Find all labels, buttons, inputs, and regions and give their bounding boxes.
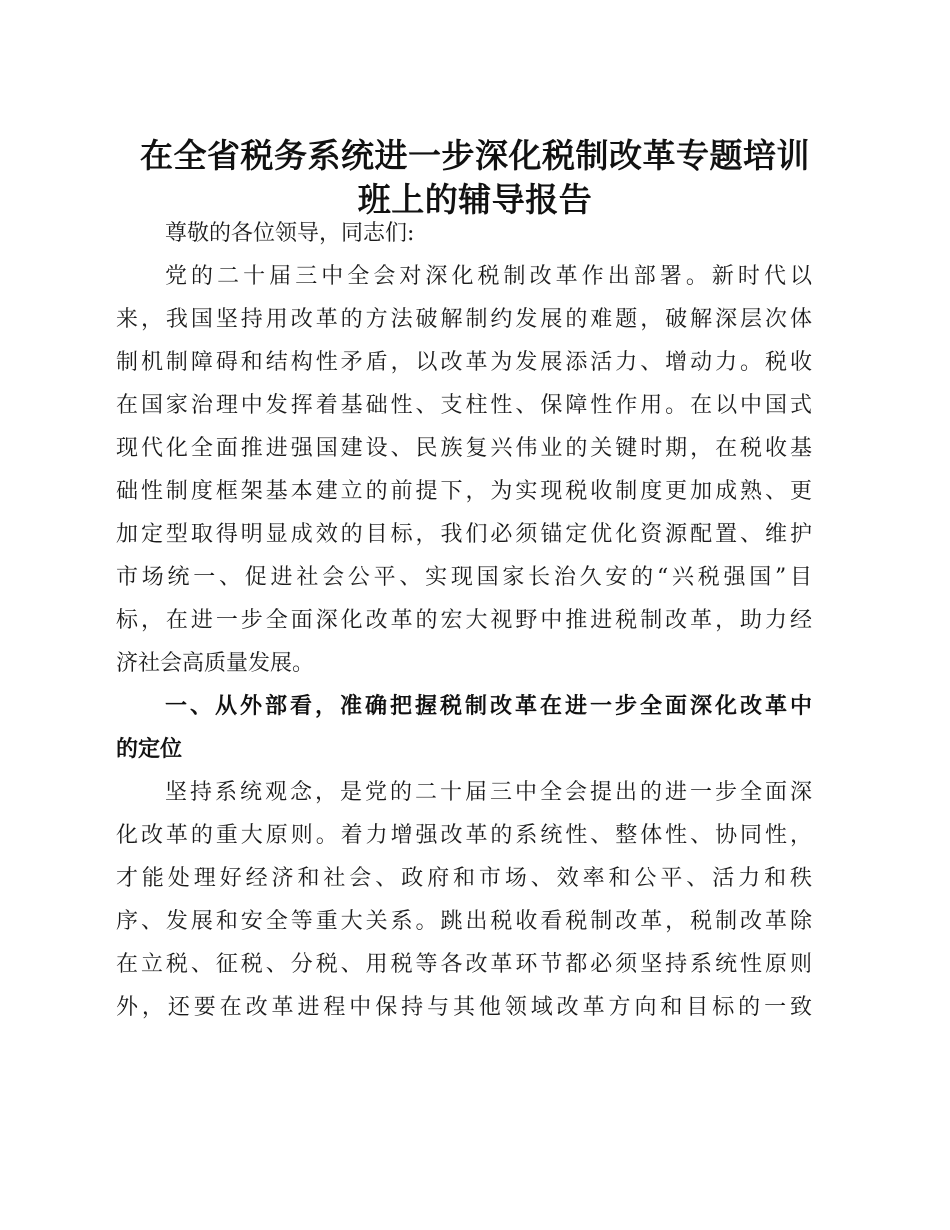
paragraph-line: 制机制障碍和结构性矛盾，以改革为发展添活力、增动力。税收 [116,350,812,375]
paragraph-line: 来，我国坚持用改革的方法破解制约发展的难题，破解深层次体 [116,307,812,332]
paragraph-line: 党的二十届三中全会对深化税制改革作出部署。新时代以 [165,264,812,289]
paragraph-line: 外，还要在改革进程中保持与其他领域改革方向和目标的一致 [116,995,812,1020]
paragraph-line: 加定型取得明显成效的目标，我们必须锚定优化资源配置、维护 [116,522,812,547]
paragraph-line: 在立税、征税、分税、用税等各改革环节都必须坚持系统性原则 [116,952,812,977]
heading-line: 一、从外部看，准确把握税制改革在进一步全面深化改革中 [165,694,812,719]
paragraph-line: 础性制度框架基本建立的前提下，为实现税收制度更加成熟、更 [116,479,812,504]
title-line: 在全省税务系统进一步深化税制改革专题培训 [140,136,810,175]
paragraph-line: 在国家治理中发挥着基础性、支柱性、保障性作用。在以中国式 [116,393,812,418]
salutation: 尊敬的各位领导，同志们: [165,221,415,246]
title-line: 班上的辅导报告 [357,180,593,219]
document-body [116,212,812,1029]
paragraph-1 [116,255,812,685]
paragraph-line: 市场统一、促进社会公平、实现国家长治久安的“兴税强国”目 [116,565,812,590]
document-title [100,134,850,222]
paragraph-line: 化改革的重大原则。着力增强改革的系统性、整体性、协同性， [116,823,812,848]
paragraph-line: 标，在进一步全面深化改革的宏大视野中推进税制改革，助力经 [116,608,812,633]
paragraph-line: 现代化全面推进强国建设、民族复兴伟业的关键时期，在税收基 [116,436,812,461]
paragraph-line: 坚持系统观念，是党的二十届三中全会提出的进一步全面深 [165,780,812,805]
paragraph-line: 才能处理好经济和社会、政府和市场、效率和公平、活力和秩 [116,866,812,891]
heading-line: 的定位 [116,737,183,762]
paragraph-2 [116,771,812,1029]
section-heading-1 [116,685,812,771]
paragraph-line: 济社会高质量发展。 [116,651,315,676]
paragraph-line: 序、发展和安全等重大关系。跳出税收看税制改革，税制改革除 [116,909,812,934]
